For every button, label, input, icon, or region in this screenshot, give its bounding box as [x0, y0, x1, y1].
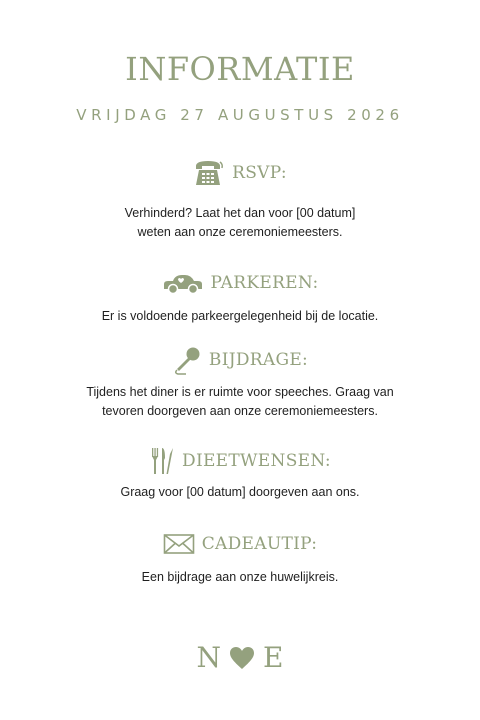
gift-line: Een bijdrage aan onze huwelijkreis.: [141, 570, 339, 584]
rsvp-line: Verhinderd? Laat het dan voor [00 datum]: [124, 206, 356, 220]
parking-heading: [0, 271, 480, 295]
page-title: INFORMATIE: [125, 50, 355, 88]
event-date: VRIJDAG 27 AUGUSTUS 2026: [76, 106, 404, 124]
gift-title: CADEAUTIP:: [201, 534, 318, 554]
gift-heading: [0, 532, 480, 556]
rsvp-title: RSVP:: [232, 163, 287, 183]
contribution-text: [0, 383, 480, 421]
parking-line: Er is voldoende parkeergelegenheid bij de locatie.: [101, 309, 379, 323]
envelope-icon: [163, 532, 195, 556]
car-icon: [162, 271, 204, 295]
cutlery-icon: [149, 446, 175, 476]
rsvp-line: weten aan onze ceremoniemeesters.: [137, 225, 343, 239]
telephone-icon: [193, 158, 225, 188]
microphone-icon: [172, 345, 202, 375]
diet-line: Graag voor [00 datum] doorgeven aan ons.: [120, 485, 360, 499]
contribution-line: Tijdens het diner is er ruimte voor speeches. Graag van: [86, 385, 394, 399]
contribution-line: tevoren doorgeven aan onze ceremoniemeesters.: [102, 404, 378, 418]
monogram-initial-right: E: [263, 641, 284, 674]
heart-icon: [229, 646, 255, 670]
gift-text: [0, 568, 480, 587]
contribution-title: BIJDRAGE:: [208, 350, 309, 370]
monogram: [0, 641, 480, 674]
diet-title: DIEETWENSEN:: [182, 451, 331, 471]
diet-heading: [0, 446, 480, 476]
rsvp-heading: [0, 158, 480, 188]
parking-title: PARKEREN:: [210, 273, 319, 293]
diet-text: [0, 483, 480, 502]
rsvp-text: [0, 204, 480, 242]
contribution-heading: [0, 345, 480, 375]
monogram-initial-left: N: [196, 641, 222, 674]
parking-text: [0, 307, 480, 326]
